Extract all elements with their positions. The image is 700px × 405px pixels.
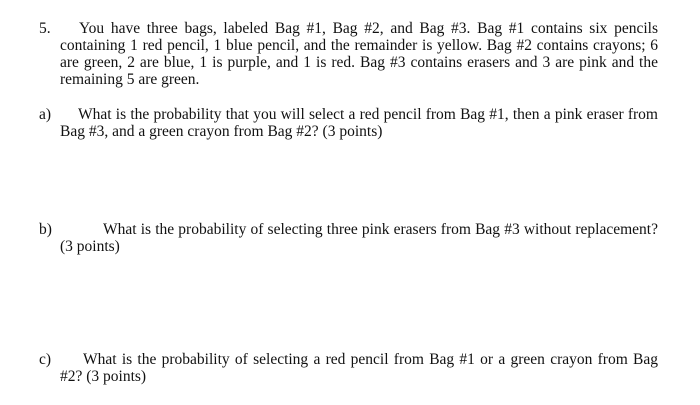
question-number: 5. (39, 20, 51, 37)
part-c-label: c) (39, 351, 52, 368)
part-a-label: a) (39, 106, 52, 123)
part-a-question (60, 106, 658, 140)
part-c-text: What is the probability of selecting a red pencil from Bag #1 or a green crayon from Bag #2? (3 points) (60, 351, 658, 385)
question-intro (60, 20, 658, 88)
part-a-text: What is the probability that you will select a red pencil from Bag #1, then a pink eraser from Bag #3, and a green crayon from Bag #2? (3 points) (60, 106, 658, 140)
part-b-question (60, 221, 658, 255)
part-c-question (60, 351, 658, 385)
part-b-label: b) (39, 221, 52, 238)
part-b-text: What is the probability of selecting three pink erasers from Bag #3 without replacement? (3 points) (60, 221, 658, 255)
question-intro-text: You have three bags, labeled Bag #1, Bag #2, and Bag #3. Bag #1 contains six pencils containing 1 red pencil, 1 blue pencil, and the remainder is yellow. Bag #2 contains crayons; 6 are green, 2 are blue, 1 is purple, and 1 is red. Bag #3 contains erasers and 3 are pink and the remaining 5 are green. (60, 20, 658, 88)
